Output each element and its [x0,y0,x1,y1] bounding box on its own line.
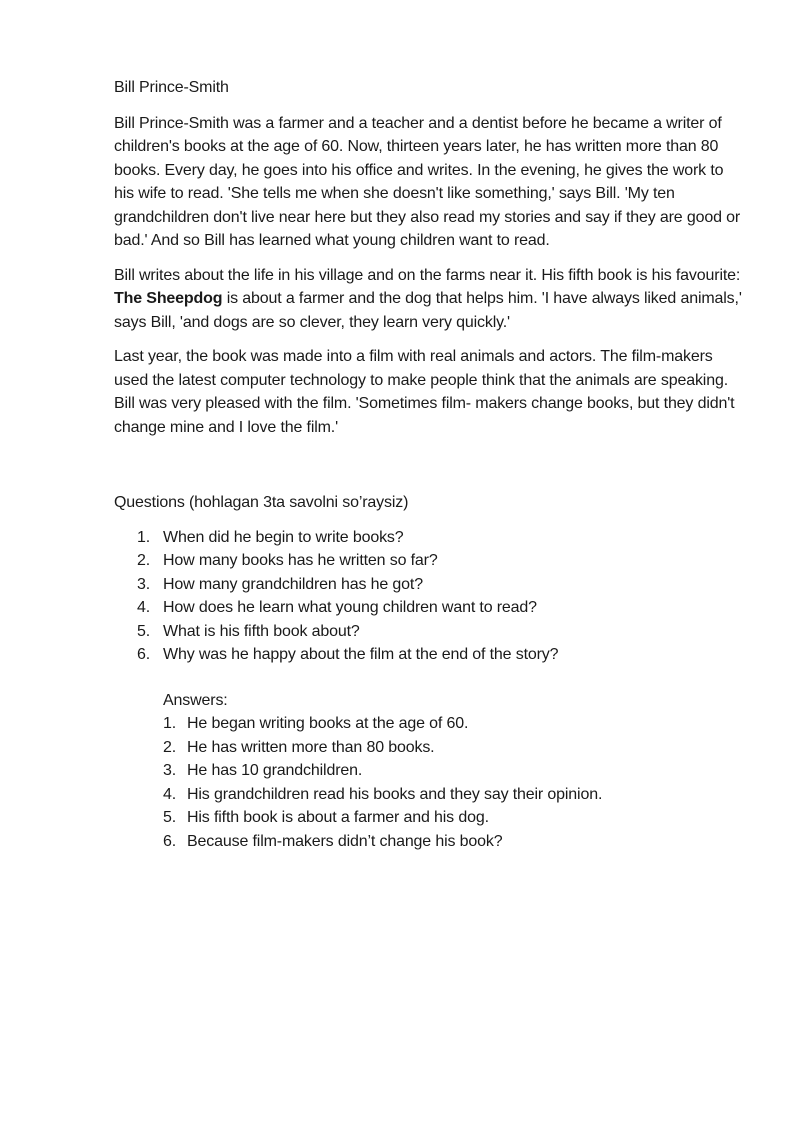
question-text: When did he begin to write books? [163,528,404,546]
paragraph-intro: Bill Prince-Smith was a farmer and a teacher and a dentist before he became a writer of children's books at the age of 60. Now, thirteen years later, he has written more than 80 books. Every day, he goes into his office and writes. In the evening, he gives the work to his wife to read. 'She tells me when she doesn't like something,' says Bill. 'My ten grandchildren don't live near here but they also read my stories and say if they are good or bad.' And so Bill has learned what young children want to read. [114,114,741,249]
answers-list [163,712,744,853]
answer-item [163,806,744,830]
question-text: How many books has he written so far? [163,552,438,569]
answer-number: 2. [163,738,177,756]
answer-item [163,736,744,760]
answer-number: 6. [163,832,177,850]
question-number: 3. [137,575,151,593]
question-number: 1. [137,528,151,546]
question-item [114,643,744,667]
question-item [114,596,744,620]
paragraph-village-text-start: Bill writes about the life in his village and on the farms near it. His fifth book is his favourite: [114,266,741,284]
question-item [114,620,744,644]
question-text: How many grandchildren has he got? [163,575,423,593]
answer-text: He began writing books at the age of 60. [187,715,469,732]
answer-text: His grandchildren read his books and they say their opinion. [187,785,603,803]
paragraph-village [114,264,744,335]
answer-text: He has written more than 80 books. [187,738,435,756]
answer-number: 5. [163,809,177,826]
question-number: 6. [137,646,151,663]
answer-text: He has 10 grandchildren. [187,762,363,779]
question-item [114,573,744,597]
answer-item [163,783,744,807]
questions-list [114,526,744,667]
answer-number: 4. [163,785,177,803]
paragraph-film: Last year, the book was made into a film with real animals and actors. The film-makers used the latest computer technology to make people think that the animals are speaking. Bill was very pleased with the film. 'Sometimes film- makers change books, but they didn't change mine and I love the film.' [114,348,735,436]
answer-item [163,830,744,854]
question-item [114,526,744,550]
question-number: 4. [137,599,151,616]
answer-number: 1. [163,715,177,732]
question-number: 2. [137,552,151,569]
answer-number: 3. [163,762,177,779]
book-title-bold: The Sheepdog [114,290,223,307]
answers-heading: Answers: [163,691,228,709]
question-text: How does he learn what young children want to read? [163,599,537,616]
document-title: Bill Prince-Smith [114,79,229,96]
answer-item [163,712,744,736]
answer-text: Because film-makers didn’t change his book? [187,832,503,850]
question-item [114,549,744,573]
question-text: What is his fifth book about? [163,622,360,640]
question-number: 5. [137,622,151,640]
paragraph-village-text-end: is about a farmer and the dog that helps him. 'I have always liked animals,' says Bill, 'and dogs are so clever, they learn very quickly.' [114,290,742,331]
document-page [114,76,744,853]
questions-heading: Questions (hohlagan 3ta savolni so’raysiz) [114,494,409,511]
answer-item [163,759,744,783]
answers-block [114,689,744,854]
question-text: Why was he happy about the film at the end of the story? [163,646,559,663]
answer-text: His fifth book is about a farmer and his dog. [187,809,489,826]
